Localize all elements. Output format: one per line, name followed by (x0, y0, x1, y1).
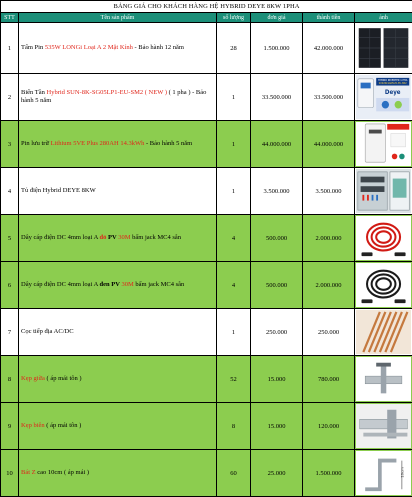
mid-clamp-photo (356, 357, 411, 401)
row-product-name (19, 215, 217, 262)
row-image (355, 262, 412, 309)
table-row (1, 262, 412, 309)
svg-text:HYBRID INVERTER 1 PHA: HYBRID INVERTER 1 PHA (378, 79, 408, 82)
row-total: 1.500.000 (303, 450, 355, 497)
header-stt: STT (1, 13, 19, 23)
row-unit-price: 500.000 (251, 215, 303, 262)
product-name-part: Bát Z (21, 469, 36, 476)
product-name-part: Tủ điện Hybrid DEYE 8KW (21, 187, 96, 194)
row-quantity: 28 (217, 23, 251, 74)
product-name-part: Pin lưu trữ (21, 140, 51, 147)
svg-text:SUN-8K-SG05LP1-EU-SM2: SUN-8K-SG05LP1-EU-SM2 (379, 82, 407, 85)
header-unit-price: đơn giá (251, 13, 303, 23)
row-quantity: 1 (217, 121, 251, 168)
row-product-name (19, 121, 217, 168)
table-row (1, 450, 412, 497)
table-row (1, 403, 412, 450)
lithium-battery-photo (356, 122, 411, 166)
red-dc-cable-photo (356, 216, 411, 260)
grounding-rod-photo (356, 310, 411, 354)
row-total: 780.000 (303, 356, 355, 403)
product-name-part: ( 1 pha ) - Bảo hành 5 năm (21, 89, 206, 104)
product-name-part: bấm jack MC4 sẵn (134, 281, 185, 288)
row-stt: 10 (1, 450, 19, 497)
product-name-part: Kẹp giữa (21, 375, 45, 382)
row-total: 120.000 (303, 403, 355, 450)
header-quantity: số lượng (217, 13, 251, 23)
product-name-part: ( áp mái tôn ) (45, 375, 82, 382)
row-image (355, 403, 412, 450)
table-row (1, 121, 412, 168)
row-quantity: 1 (217, 74, 251, 121)
row-product-name (19, 74, 217, 121)
product-name-part: - Bảo hành 12 năm (133, 44, 184, 51)
row-total: 3.500.000 (303, 168, 355, 215)
product-name-part: Hybrid SUN-8K-SG05LP1-EU-SM2 ( NEW ) (47, 89, 168, 96)
row-quantity: 1 (217, 309, 251, 356)
product-name-part: bấm jack MC4 sẵn (131, 234, 182, 241)
row-total: 250.000 (303, 309, 355, 356)
row-image (355, 121, 412, 168)
row-unit-price: 15.000 (251, 403, 303, 450)
product-name-part: cao 10cm ( áp mái ) (36, 469, 89, 476)
row-product-name (19, 309, 217, 356)
row-product-name (19, 450, 217, 497)
row-quantity: 4 (217, 262, 251, 309)
product-name-part: 535W LONGi Loại A 2 Mặt Kính (45, 44, 133, 51)
row-stt: 7 (1, 309, 19, 356)
header-product-name: Tên sản phẩm (19, 13, 217, 23)
table-row (1, 74, 412, 121)
row-product-name (19, 356, 217, 403)
row-quantity: 4 (217, 215, 251, 262)
row-image (355, 74, 412, 121)
row-unit-price: 1.500.000 (251, 23, 303, 74)
header-total: thành tiền (303, 13, 355, 23)
table-row (1, 23, 412, 74)
hybrid-inverter-photo (356, 75, 411, 119)
header-image: ảnh (355, 13, 412, 23)
row-image (355, 168, 412, 215)
row-stt: 8 (1, 356, 19, 403)
product-name-part: Kẹp biên (21, 422, 45, 429)
row-total: 42.000.000 (303, 23, 355, 74)
row-stt: 9 (1, 403, 19, 450)
table-row (1, 215, 412, 262)
row-quantity: 52 (217, 356, 251, 403)
row-image (355, 23, 412, 74)
table-row (1, 356, 412, 403)
product-name-part: 30M (118, 234, 130, 241)
product-name-part: Dây cáp điện DC 4mm loại A (21, 281, 100, 288)
row-stt: 6 (1, 262, 19, 309)
svg-text:Deye: Deye (385, 90, 401, 96)
header-row (1, 13, 412, 23)
row-total: 44.000.000 (303, 121, 355, 168)
table-row (1, 309, 412, 356)
product-name-part: 30M (121, 281, 133, 288)
row-image (355, 309, 412, 356)
row-total: 33.500.000 (303, 74, 355, 121)
electrical-cabinet-photo (356, 169, 411, 213)
row-unit-price: 25.000 (251, 450, 303, 497)
end-clamp-photo (356, 404, 411, 448)
row-unit-price: 44.000.000 (251, 121, 303, 168)
row-unit-price: 3.500.000 (251, 168, 303, 215)
row-image (355, 356, 412, 403)
row-total: 2.000.000 (303, 215, 355, 262)
product-name-part: Dây cáp điện DC 4mm loại A (21, 234, 100, 241)
table-title: BẢNG GIÁ CHO KHÁCH HÀNG HỆ HYBRID DEYE 8KW 1PHA (1, 1, 412, 13)
product-name-part: Cọc tiếp địa AC/DC (21, 328, 74, 335)
row-product-name (19, 168, 217, 215)
row-image (355, 450, 412, 497)
row-unit-price: 15.000 (251, 356, 303, 403)
solar-panel-photo (356, 24, 411, 72)
product-name-part: ( áp mái tôn ) (45, 422, 82, 429)
row-quantity: 1 (217, 168, 251, 215)
product-name-part: Biến Tần (21, 89, 47, 96)
row-image (355, 215, 412, 262)
product-name-part: - Bảo hành 5 năm (144, 140, 192, 147)
product-name-part: Tấm Pin (21, 44, 45, 51)
row-quantity: 60 (217, 450, 251, 497)
row-total: 2.000.000 (303, 262, 355, 309)
row-unit-price: 33.500.000 (251, 74, 303, 121)
product-name-part: PV (110, 281, 122, 288)
row-product-name (19, 262, 217, 309)
row-unit-price: 500.000 (251, 262, 303, 309)
row-stt: 2 (1, 74, 19, 121)
product-name-part: Lithium 5VE Plus 280AH 14.3kWh (51, 140, 145, 147)
svg-text:10cm: 10cm (401, 467, 405, 478)
product-name-part: đen (100, 281, 110, 288)
product-name-part: đỏ (100, 234, 107, 241)
row-unit-price: 250.000 (251, 309, 303, 356)
row-stt: 1 (1, 23, 19, 74)
table-row (1, 168, 412, 215)
black-dc-cable-photo (356, 263, 411, 307)
row-quantity: 8 (217, 403, 251, 450)
row-stt: 3 (1, 121, 19, 168)
row-stt: 5 (1, 215, 19, 262)
z-bracket-photo (356, 451, 411, 495)
row-product-name (19, 403, 217, 450)
product-name-part: PV (106, 234, 118, 241)
row-product-name (19, 23, 217, 74)
row-stt: 4 (1, 168, 19, 215)
